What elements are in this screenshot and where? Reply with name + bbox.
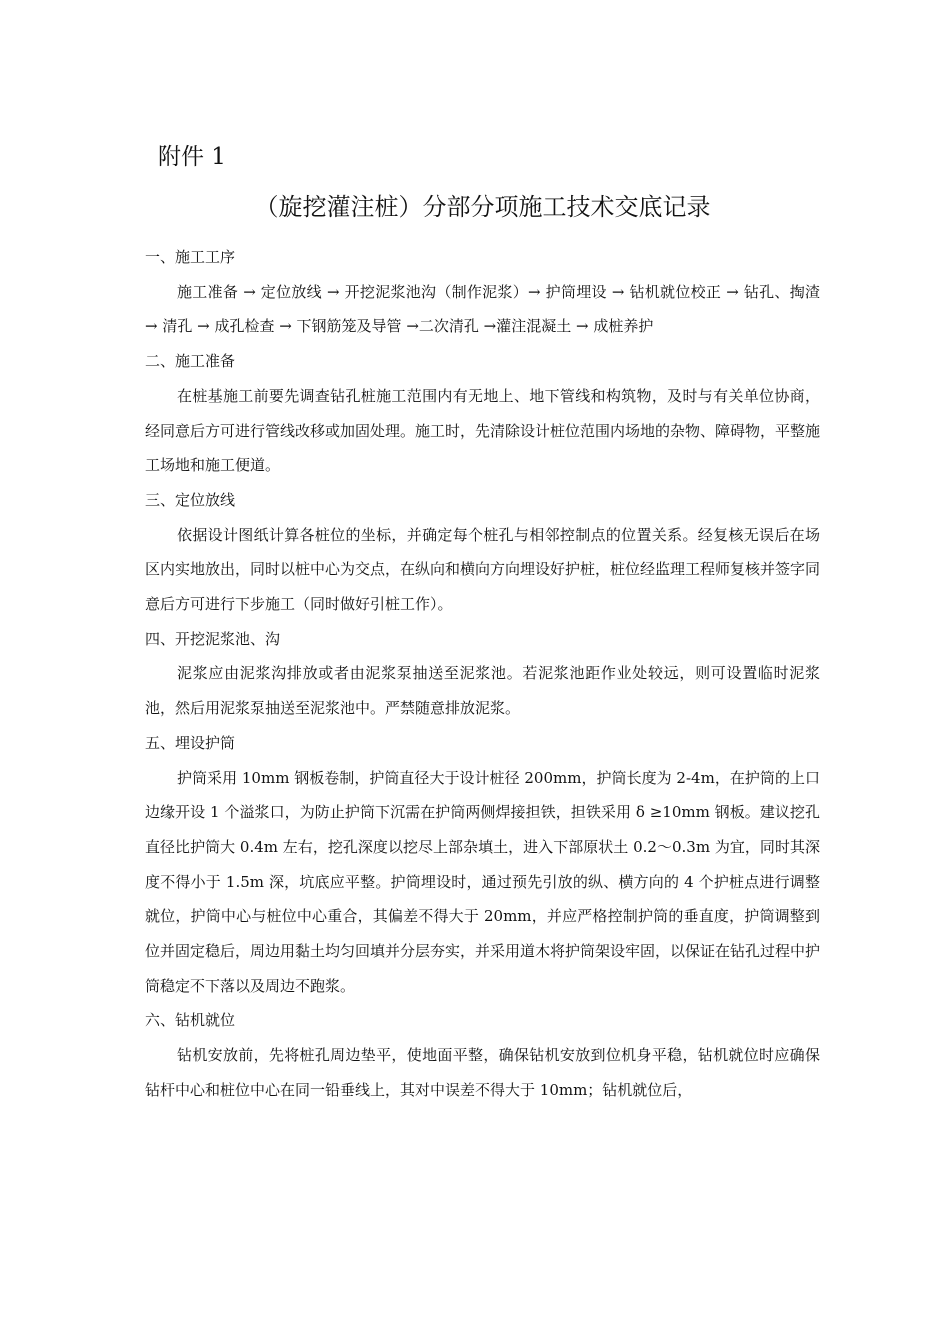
section-heading-casing: 五、埋设护筒 [145,733,236,752]
section-heading-rig-placement: 六、钻机就位 [145,1011,236,1030]
section-paragraph-positioning: 依据设计图纸计算各桩位的坐标，并确定每个桩孔与相邻控制点的位置关系。经复核无误后在场区内实地放出，同时以桩中心为交点，在纵向和横向方向埋设好护桩，桩位经监理工程师复核并签字同意后方可进行下步施工（同时做好引桩工作）。 [145,525,821,614]
section-paragraph-process: 施工准备 → 定位放线 → 开挖泥浆池沟（制作泥浆）→ 护筒埋设 → 钻机就位校正 → 钻孔、掏渣→ 清孔 → 成孔检查 → 下钢筋笼及导管 →二次清孔 →灌注混凝土 → 成桩养护 [145,282,820,336]
section-heading-process: 一、施工工序 [145,248,236,266]
section-paragraph-rig-placement: 钻机安放前，先将桩孔周边垫平，使地面平整，确保钻机安放到位机身平稳，钻机就位时应确保钻杆中心和桩位中心在同一铅垂线上，其对中误差不得大于 10mm；钻机就位后， [145,1046,820,1099]
document-body [145,240,820,1108]
document-title: （旋挖灌注桩）分部分项施工技术交底记录 [254,193,711,221]
attachment-label: 附件 1 [158,144,226,170]
section-paragraph-mud-pit: 泥浆应由泥浆沟排放或者由泥浆泵抽送至泥浆池。若泥浆池距作业处较远，则可设置临时泥浆池，然后用泥浆泵抽送至泥浆池中。严禁随意排放泥浆。 [145,664,820,718]
section-paragraph-preparation: 在桩基施工前要先调查钻孔桩施工范围内有无地上、地下管线和构筑物，及时与有关单位协商，经同意后方可进行管线改移或加固处理。施工时，先清除设计桩位范围内场地的杂物、障碍物，平整施工场地和施工便道。 [145,386,821,475]
section-heading-mud-pit: 四、开挖泥浆池、沟 [145,629,281,648]
section-heading-positioning: 三、定位放线 [145,490,236,509]
section-heading-preparation: 二、施工准备 [145,352,236,371]
section-paragraph-casing: 护筒采用 10mm 钢板卷制，护筒直径大于设计桩径 200mm，护筒长度为 2-4m，在护筒的上口边缘开设 1 个溢浆口，为防止护筒下沉需在护筒两侧焊接担铁，担铁采用 δ ≥10mm 钢板。建议挖孔直径比护筒大 0.4m 左右，挖孔深度以挖尽上部杂填土，进入下部原状土 0.2～0.3m 为宜，同时其深度不得小于 1.5m 深，坑底应平整。护筒埋设时，通过预先引放的纵、横方向的 4 个护桩点进行调整就位，护筒中心与桩位中心重合，其偏差不得大于 20mm，并应严格控制护筒的垂直度，护筒调整到位并固定稳后，周边用黏土均匀回填并分层夯实，并采用道木将护筒架设牢固，以保证在钻孔过程中护筒稳定不下落以及周边不跑浆。 [145,768,821,995]
